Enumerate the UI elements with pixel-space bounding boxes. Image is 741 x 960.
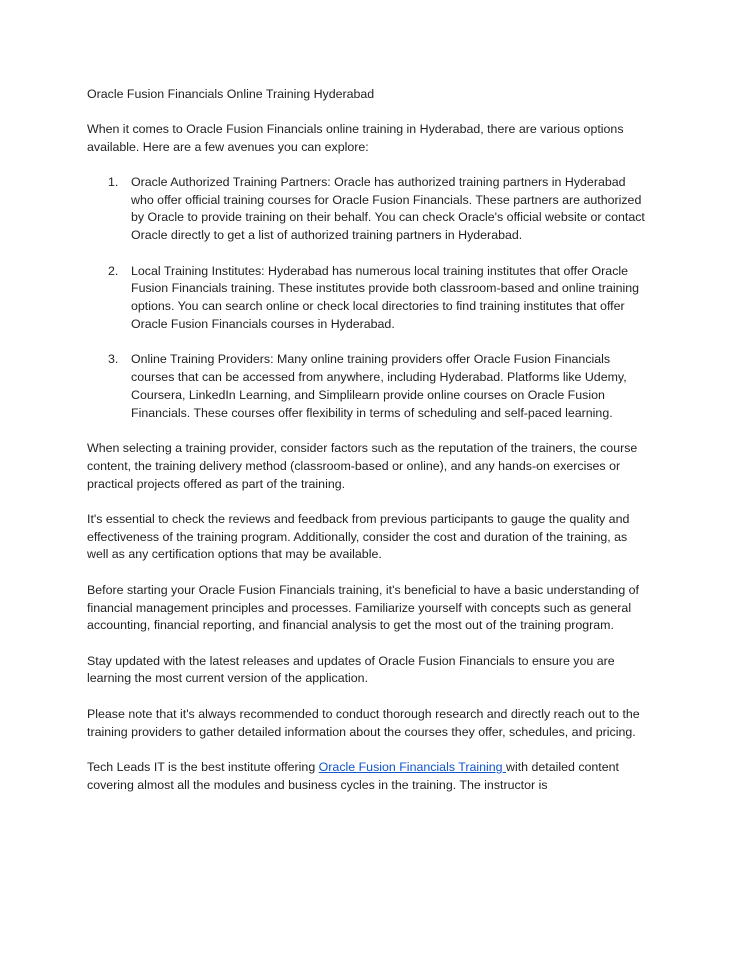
- list-item: [108, 351, 647, 422]
- reviews-paragraph: It's essential to check the reviews and feedback from previous participants to gauge the quality and effectiveness of the training program. Additionally, consider the cost and duration of the training, as well as any certification options that may be available.: [87, 511, 630, 562]
- please-note-paragraph: Please note that it's always recommended to conduct thorough research and directly reach out to the training providers to gather detailed information about the courses they offer, schedules, and pricing.: [87, 706, 640, 739]
- tech-leads-paragraph: [87, 759, 647, 795]
- tech-leads-suffix: with detailed content covering almost all the modules and business cycles in the training. The instructor is: [87, 759, 619, 792]
- list-item-text: Local Training Institutes: Hyderabad has numerous local training institutes that offer Oracle Fusion Financials training. These institutes provide both classroom-based and online training options. You can search online or check local directories to find training institutes that offer Oracle Fusion Financials courses in Hyderabad.: [131, 263, 640, 331]
- training-options-list: [87, 174, 647, 423]
- list-item: [108, 174, 647, 245]
- oracle-training-link[interactable]: Oracle Fusion Financials Training: [318, 759, 506, 774]
- before-starting-paragraph: Before starting your Oracle Fusion Financials training, it's beneficial to have a basic understanding of financial management principles and processes. Familiarize yourself with concepts such as general accounting, financial reporting, and financial analysis to get the most out of the training program.: [87, 582, 639, 633]
- selecting-provider-paragraph: When selecting a training provider, consider factors such as the reputation of the trainers, the course content, the training delivery method (classroom-based or online), and any hands-on exercises or practical projects offered as part of the training.: [87, 440, 638, 491]
- list-item: [108, 263, 647, 334]
- list-item-text: Online Training Providers: Many online training providers offer Oracle Fusion Financials courses that can be accessed from anywhere, including Hyderabad. Platforms like Udemy, Coursera, LinkedIn Learning, and Simplilearn provide online courses on Oracle Fusion Financials. These courses offer flexibility in terms of scheduling and self-paced learning.: [131, 352, 627, 420]
- document-page: [87, 86, 647, 812]
- tech-leads-prefix: Tech Leads IT is the best institute offering: [87, 759, 319, 774]
- list-marker: 2.: [108, 263, 119, 278]
- list-marker: 1.: [108, 174, 119, 189]
- stay-updated-paragraph: Stay updated with the latest releases and updates of Oracle Fusion Financials to ensure you are learning the most current version of the application.: [87, 653, 615, 686]
- intro-paragraph: When it comes to Oracle Fusion Financials online training in Hyderabad, there are various options available. Here are a few avenues you can explore:: [87, 121, 624, 154]
- list-item-text: Oracle Authorized Training Partners: Oracle has authorized training partners in Hyderabad who offer official training courses for Oracle Fusion Financials. These partners are authorized by Oracle to provide training on their behalf. You can check Oracle's official website or contact Oracle directly to get a list of authorized training partners in Hyderabad.: [131, 174, 645, 243]
- list-marker: 3.: [108, 352, 119, 367]
- document-title: Oracle Fusion Financials Online Training Hyderabad: [87, 87, 375, 101]
